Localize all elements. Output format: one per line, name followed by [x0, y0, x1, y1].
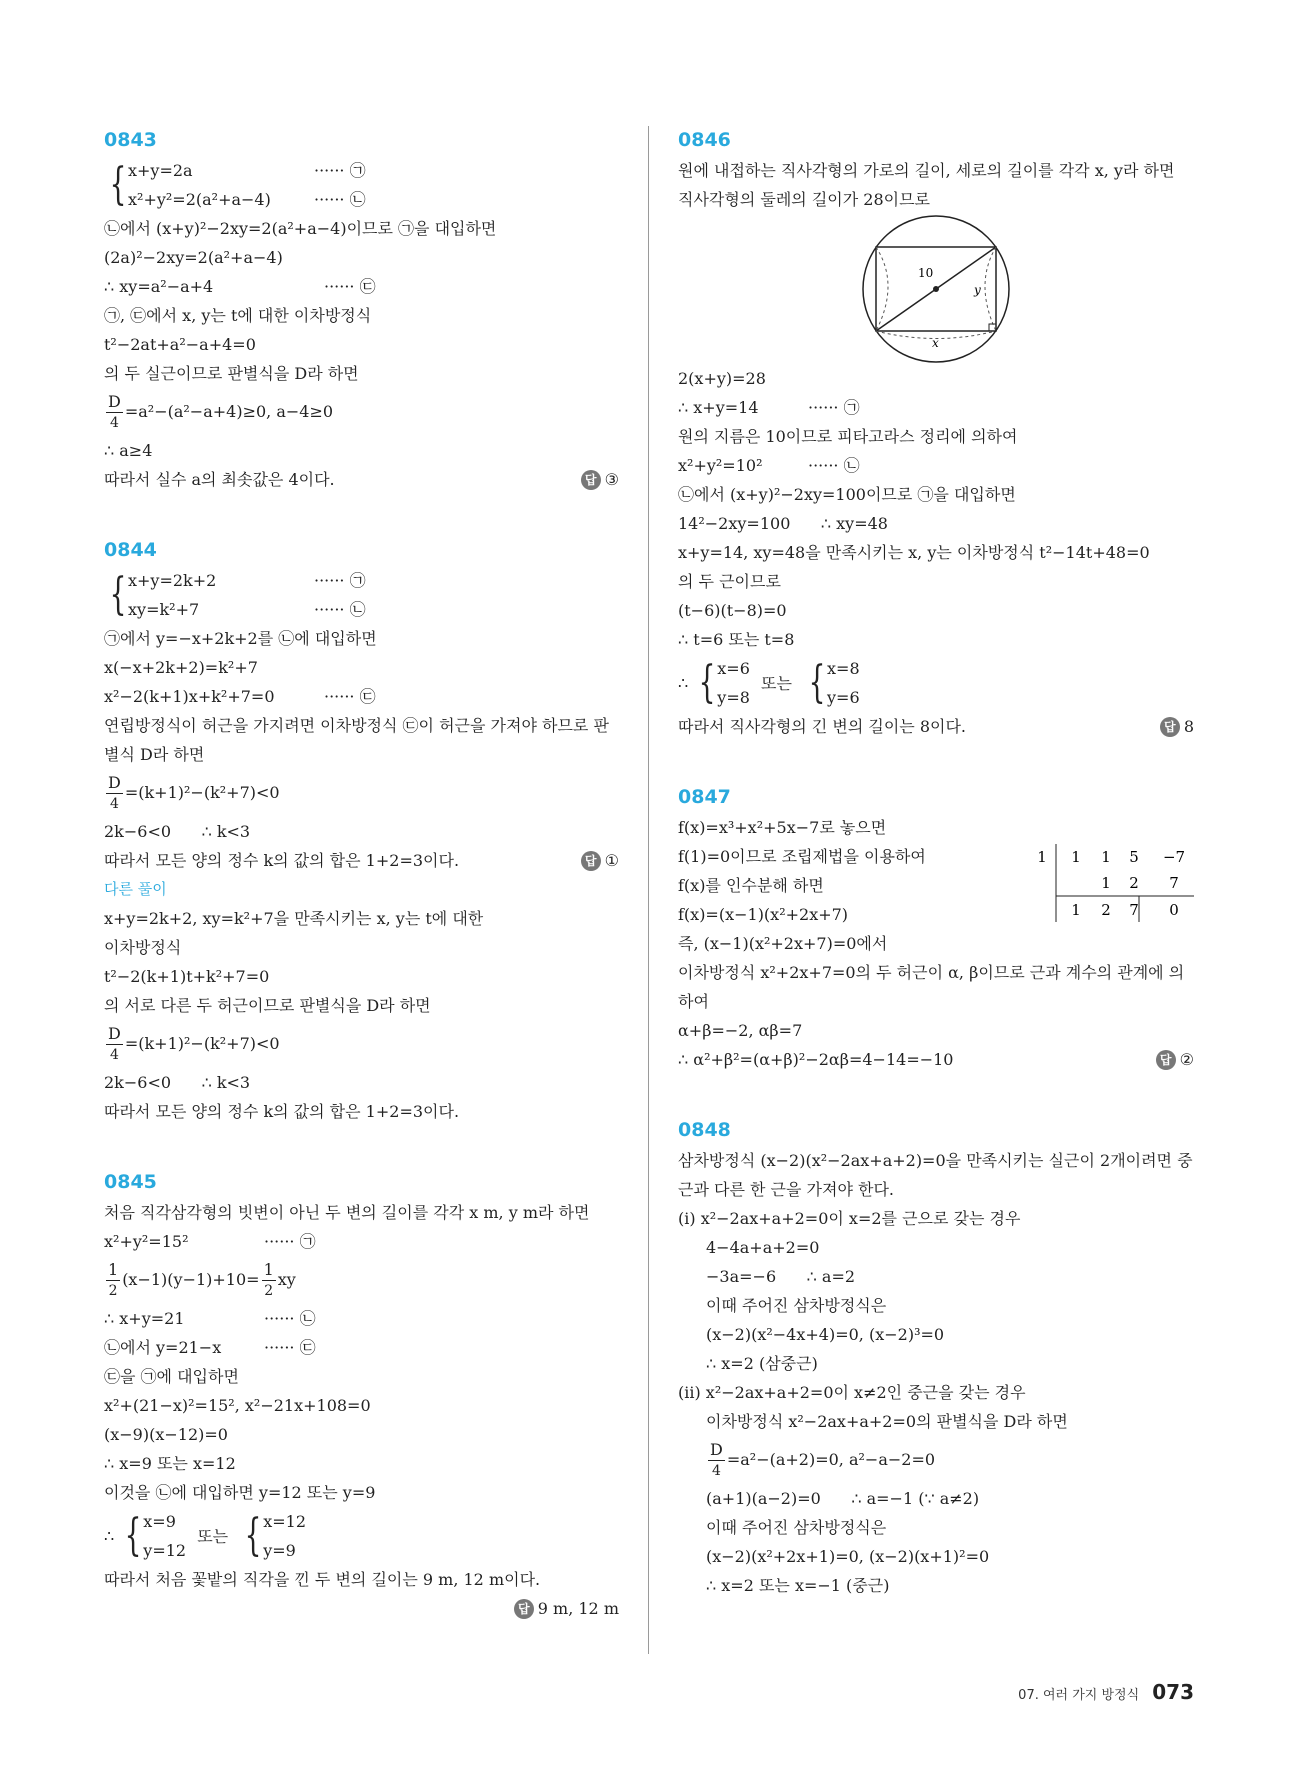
solution-line: 2(x+y)=28 [678, 369, 766, 388]
solution-line [104, 1256, 619, 1304]
solution-line: ∴ x=2 (삼중근) [706, 1354, 818, 1373]
conclusion-line: 따라서 처음 꽃밭의 직각을 낀 두 변의 길이는 9 m, 12 m이다. [104, 1570, 541, 1589]
solution-line: 의 서로 다른 두 허근이므로 판별식을 D라 하면 [104, 996, 431, 1015]
conclusion-line [104, 846, 619, 875]
solution-line: (x−2)(x²−4x+4)=0, (x−2)³=0 [706, 1325, 945, 1344]
synthetic-coef: 5 [1129, 848, 1139, 866]
solution-line [104, 272, 619, 301]
synthetic-division-block [678, 813, 1194, 929]
solution-text: (x−1)(y−1)+10= [122, 1270, 260, 1289]
case-heading: (ii) x²−2ax+a+2=0이 x≠2인 중근을 갖는 경우 [678, 1383, 1026, 1402]
system-row: y=12 [143, 1541, 187, 1560]
equation-mark: ······ ㉡ [314, 600, 366, 619]
equation-mark: ······ ㉠ [264, 1232, 316, 1251]
solution-text: x²+y²=10² [678, 456, 763, 475]
synthetic-product: 2 [1129, 874, 1139, 892]
solution-text: =a²−(a²−a+4)≥0, a−4≥0 [124, 402, 334, 421]
answer-value: 8 [1183, 717, 1194, 736]
fraction [708, 1440, 725, 1481]
solution-line: 이때 주어진 삼차방정식은 [706, 1518, 887, 1537]
solution-text: x²−2(k+1)x+k²+7=0 [104, 687, 275, 706]
solution-line: α+β=−2, αβ=7 [678, 1021, 803, 1040]
system-row: x²+y²=2(a²+a−4) [128, 190, 271, 209]
solution-line: x²+(21−x)²=15², x²−21x+108=0 [104, 1396, 371, 1415]
answer-badge: 답 [1160, 717, 1180, 737]
system-row: x=9 [143, 1512, 176, 1531]
diameter-label: 10 [918, 266, 934, 280]
solution-system: ∴ { x=6 y=8 또는 { x=8 y=6 [678, 654, 1194, 712]
solution-line: 이차방정식 [104, 938, 182, 957]
page-footer [1018, 1680, 1194, 1704]
figure-svg [678, 214, 1194, 364]
problem-0847 [678, 783, 1194, 1074]
solution-line [678, 451, 1194, 480]
solution-line: 2k−6<0 ∴ k<3 [104, 1073, 251, 1092]
solution-text: ∴ xy=a²−a+4 [104, 277, 214, 296]
solution-text: xy [277, 1270, 296, 1289]
equation-mark: ······ ㉡ [314, 190, 366, 209]
solution-line [104, 1333, 619, 1362]
or-word: 또는 [761, 673, 792, 693]
solution-line: ㉠에서 y=−x+2k+2를 ㉡에 대입하면 [104, 629, 377, 648]
answer-badge: 답 [581, 470, 601, 490]
fraction-numerator: 1 [263, 1260, 274, 1279]
synthetic-result: 1 [1071, 901, 1081, 919]
problem-0843 [104, 126, 619, 494]
left-column [104, 126, 619, 1665]
solution-line: t²−2at+a²−a+4=0 [104, 335, 256, 354]
conclusion-line [678, 1045, 1194, 1074]
solution-line [104, 1304, 619, 1333]
fraction-denominator: 4 [109, 796, 119, 812]
solution-line: 삼차방정식 (x−2)(x²−2ax+a+2)=0을 만족시키는 실근이 2개이려면 중근과 다른 한 근을 가져야 한다. [678, 1151, 1193, 1199]
solution-line: 이차방정식 x²+2x+7=0의 두 허근이 α, β이므로 근과 계수의 관계에 의하여 [678, 963, 1185, 1011]
solution-line [104, 682, 619, 711]
answer [1160, 712, 1194, 741]
page-number: 073 [1152, 1680, 1194, 1704]
fraction-numerator: D [710, 1440, 723, 1459]
solution-text: x²+y²=15² [104, 1232, 189, 1251]
synthetic-root: 1 [1037, 848, 1047, 866]
fraction-denominator: 4 [109, 1047, 119, 1063]
system-row: x+y=2k+2 [128, 571, 217, 590]
discriminant-line [104, 769, 619, 817]
solution-line: x+y=14, xy=48을 만족시키는 x, y는 이차방정식 t²−14t+48=0 [678, 543, 1150, 562]
fraction [106, 392, 123, 433]
solution-text: ∴ x+y=14 [678, 398, 759, 417]
synthetic-coef: 1 [1071, 848, 1081, 866]
solution-line: f(x)를 인수분해 하면 [678, 876, 824, 895]
solution-text: =(k+1)²−(k²+7)<0 [124, 1034, 280, 1053]
solution-text: ∴ x+y=21 [104, 1309, 185, 1328]
solution-line: 14²−2xy=100 ∴ xy=48 [678, 514, 888, 533]
equation-mark: ······ ㉡ [264, 1309, 316, 1328]
solution-line: x(−x+2k+2)=k²+7 [104, 658, 258, 677]
chapter-title: 07. 여러 가지 방정식 [1018, 1688, 1140, 1703]
solution-line: 원의 지름은 10이므로 피타고라스 정리에 의하여 [678, 427, 1018, 446]
equation-mark: ······ ㉢ [264, 1338, 316, 1357]
conclusion-line [678, 712, 1194, 741]
synthetic-result: 2 [1101, 901, 1111, 919]
width-label: x [932, 336, 939, 350]
solution-line: −3a=−6 ∴ a=2 [706, 1267, 856, 1286]
problem-number: 0845 [104, 1171, 157, 1193]
answer [514, 1594, 619, 1623]
circle-rectangle-figure [678, 214, 1194, 364]
answer-badge: 답 [581, 851, 601, 871]
right-column [678, 126, 1194, 1642]
solution-line: (a+1)(a−2)=0 ∴ a=−1 (∵ a≠2) [706, 1489, 980, 1508]
solution-line: f(x)=(x−1)(x²+2x+7) [678, 905, 849, 924]
problem-number: 0848 [678, 1119, 731, 1141]
problem-number: 0843 [104, 129, 157, 151]
synthetic-product: 1 [1101, 874, 1111, 892]
synthetic-remainder: 0 [1169, 901, 1179, 919]
fraction-denominator: 2 [264, 1283, 274, 1299]
solution-line: 의 두 실근이므로 판별식을 D라 하면 [104, 364, 359, 383]
solution-line: ㉠, ㉢에서 x, y는 t에 대한 이차방정식 [104, 306, 372, 325]
system-row: y=6 [827, 688, 860, 707]
therefore-symbol: ∴ [678, 673, 689, 693]
column-divider [648, 126, 649, 1654]
solution-text: ∴ α²+β²=(α+β)²−2αβ=4−14=−10 [678, 1050, 954, 1069]
equation-mark: ······ ㉠ [808, 398, 860, 417]
answer-value: 9 m, 12 m [537, 1599, 619, 1618]
solution-line: 의 두 근이므로 [678, 572, 781, 591]
problem-0844 [104, 536, 619, 1126]
fraction-numerator: 1 [108, 1260, 119, 1279]
solution-line: ∴ a≥4 [104, 441, 153, 460]
fraction [106, 1024, 123, 1065]
problem-0848 [678, 1116, 1194, 1600]
solution-text: 따라서 모든 양의 정수 k의 값의 합은 1+2=3이다. [104, 851, 460, 870]
system-row: y=8 [717, 688, 750, 707]
system-row: x=8 [827, 659, 860, 678]
fraction-numerator: D [108, 773, 121, 792]
solution-line: 2k−6<0 ∴ k<3 [104, 822, 251, 841]
solution-line: ㉢을 ㉠에 대입하면 [104, 1367, 239, 1386]
synthetic-coef: −7 [1162, 848, 1186, 866]
solution-line: ∴ x=9 또는 x=12 [104, 1454, 236, 1473]
solution-text: =(k+1)²−(k²+7)<0 [124, 783, 280, 802]
solution-line: 이때 주어진 삼차방정식은 [706, 1296, 887, 1315]
solution-line: ㉡에서 (x+y)²−2xy=2(a²+a−4)이므로 ㉠을 대입하면 [104, 219, 497, 238]
solution-line: f(1)=0이므로 조립제법을 이용하여 [678, 847, 926, 866]
answer-line [104, 1594, 619, 1623]
problem-number: 0847 [678, 786, 731, 808]
system-row: x+y=2a [128, 161, 193, 180]
solution-line: 이차방정식 x²−2ax+a+2=0의 판별식을 D라 하면 [706, 1412, 1068, 1431]
answer-value: ③ [604, 470, 619, 489]
problem-0845 [104, 1168, 619, 1623]
solution-text: =a²−(a+2)=0, a²−a−2=0 [726, 1450, 936, 1469]
or-word: 또는 [197, 1526, 229, 1546]
system-row: x=12 [263, 1512, 306, 1531]
solution-line: (x−2)(x²+2x+1)=0, (x−2)(x+1)²=0 [706, 1547, 990, 1566]
conclusion-line: 따라서 모든 양의 정수 k의 값의 합은 1+2=3이다. [104, 1102, 460, 1121]
fraction-denominator: 2 [108, 1283, 118, 1299]
solution-line: (x−9)(x−12)=0 [104, 1425, 228, 1444]
answer [1156, 1045, 1194, 1074]
equation-system: { x+y=2k+2 xy=k²+7 ······ ㉠ ······ ㉡ [104, 566, 619, 624]
equation-mark: ······ ㉠ [314, 571, 366, 590]
discriminant-line [104, 388, 619, 436]
equation-system: { x+y=2a x²+y²=2(a²+a−4) ······ ㉠ ······ ㉡ [104, 156, 619, 214]
solution-line: ∴ x=2 또는 x=−1 (중근) [706, 1576, 890, 1595]
equation-mark: ······ ㉡ [808, 456, 860, 475]
solution-text: 따라서 실수 a의 최솟값은 4이다. [104, 470, 335, 489]
answer-badge: 답 [514, 1599, 534, 1619]
solution-line: 4−4a+a+2=0 [706, 1238, 820, 1257]
fraction-numerator: D [108, 1024, 121, 1043]
problem-0846 [678, 126, 1194, 741]
solution-line: 이것을 ㉡에 대입하면 y=12 또는 y=9 [104, 1483, 376, 1502]
solution-line: ㉡에서 (x+y)²−2xy=100이므로 ㉠을 대입하면 [678, 485, 1016, 504]
solution-line: 즉, (x−1)(x²+2x+7)=0에서 [678, 934, 888, 953]
system-row: x=6 [717, 659, 750, 678]
solution-line: t²−2(k+1)t+k²+7=0 [104, 967, 270, 986]
problem-number: 0846 [678, 129, 731, 151]
answer-value: ② [1179, 1050, 1194, 1069]
therefore-symbol: ∴ [104, 1526, 115, 1546]
synthetic-result: 7 [1129, 901, 1139, 919]
problem-number: 0844 [104, 539, 157, 561]
solution-line [104, 1227, 619, 1256]
height-label: y [974, 283, 981, 297]
synthetic-division-table [1034, 842, 1194, 932]
conclusion-line [104, 465, 619, 494]
discriminant-line [678, 1436, 1194, 1484]
solution-line: x+y=2k+2, xy=k²+7을 만족시키는 x, y는 t에 대한 [104, 909, 484, 928]
solution-system: ∴ { x=9 y=12 또는 { x=12 y=9 [104, 1507, 619, 1565]
alternative-solution-label: 다른 풀이 [104, 880, 167, 898]
fraction [106, 773, 123, 814]
synthetic-product: 7 [1169, 874, 1179, 892]
synthetic-coef: 1 [1101, 848, 1111, 866]
system-row: y=9 [263, 1541, 296, 1560]
solution-line: ∴ t=6 또는 t=8 [678, 630, 795, 649]
solution-line: 원에 내접하는 직사각형의 가로의 길이, 세로의 길이를 각각 x, y라 하면 직사각형의 둘레의 길이가 28이므로 [678, 161, 1175, 209]
solution-line [678, 393, 1194, 422]
equation-mark: ······ ㉢ [324, 277, 376, 296]
system-row: xy=k²+7 [128, 600, 200, 619]
answer [581, 846, 619, 875]
fraction [106, 1260, 120, 1301]
fraction-denominator: 4 [711, 1463, 721, 1479]
equation-mark: ······ ㉠ [314, 161, 366, 180]
solution-line: f(x)=x³+x²+5x−7로 놓으면 [678, 818, 887, 837]
fraction-numerator: D [108, 392, 121, 411]
solution-text: ㉡에서 y=21−x [104, 1338, 222, 1357]
solution-text: 따라서 직사각형의 긴 변의 길이는 8이다. [678, 717, 966, 736]
answer [581, 465, 619, 494]
solution-line: 처음 직각삼각형의 빗변이 아닌 두 변의 길이를 각각 x m, y m라 하면 [104, 1203, 590, 1222]
solution-line: 연립방정식이 허근을 가지려면 이차방정식 ㉢이 허근을 가져야 하므로 판별식 D라 하면 [104, 716, 609, 764]
equation-mark: ······ ㉢ [324, 687, 376, 706]
solution-line: (2a)²−2xy=2(a²+a−4) [104, 248, 283, 267]
answer-value: ① [604, 851, 619, 870]
fraction [262, 1260, 276, 1301]
case-heading: (i) x²−2ax+a+2=0이 x=2를 근으로 갖는 경우 [678, 1209, 1021, 1228]
answer-badge: 답 [1156, 1050, 1176, 1070]
discriminant-line [104, 1020, 619, 1068]
solution-line: (t−6)(t−8)=0 [678, 601, 787, 620]
fraction-denominator: 4 [109, 415, 119, 431]
